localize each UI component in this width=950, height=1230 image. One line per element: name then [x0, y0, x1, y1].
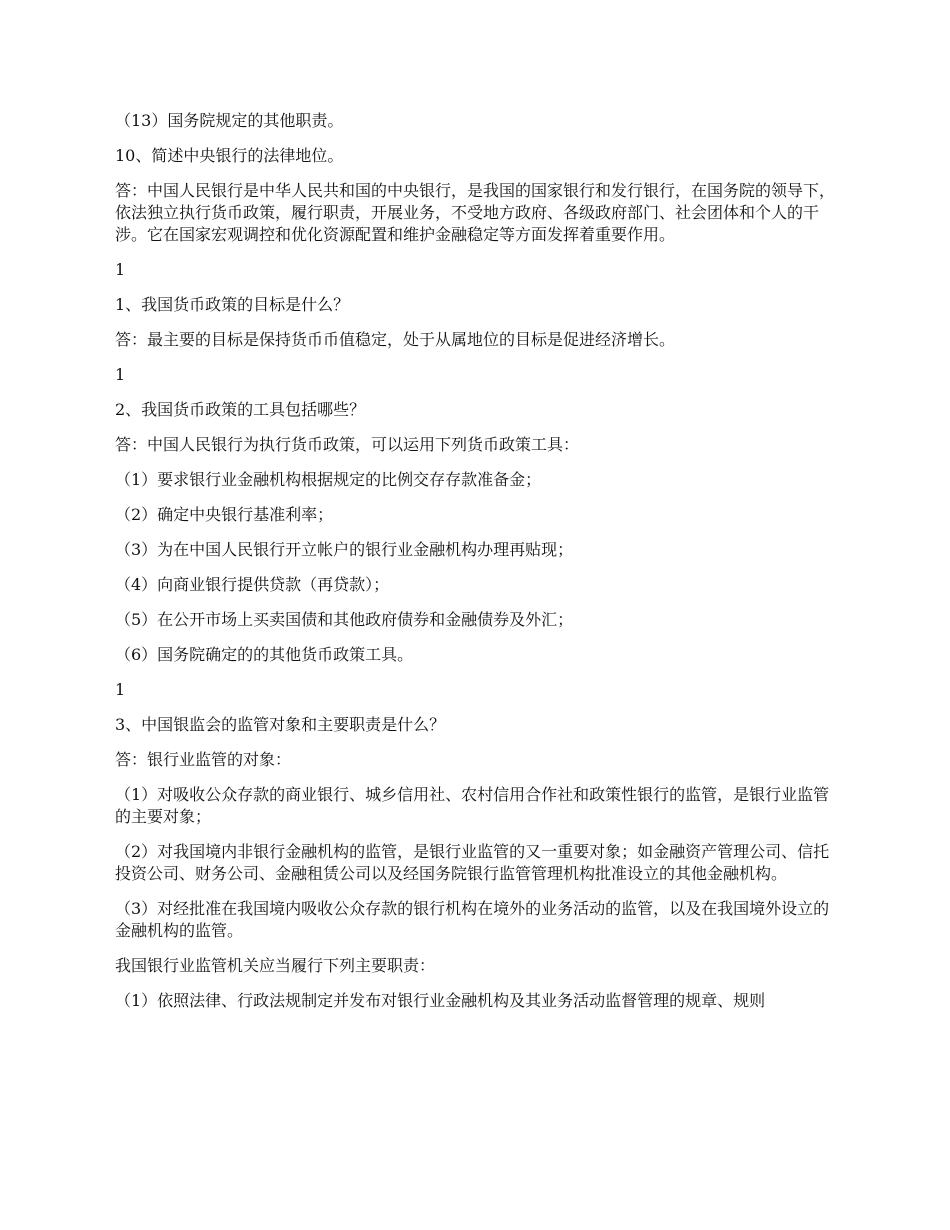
paragraph: 我国银行业监管机关应当履行下列主要职责： [115, 956, 436, 975]
list-item: （1）依照法律、行政法规制定并发布对银行业金融机构及其业务活动监督管理的规章、规则 [115, 991, 766, 1010]
list-item: （3）对经批准在我国境内吸收公众存款的银行机构在境外的业务活动的监管，以及在我国境外设立的金融机构的监管。 [115, 899, 830, 940]
list-item: （2）对我国境内非银行金融机构的监管，是银行业监管的又一重要对象；如金融资产管理公司、信托投资公司、财务公司、金融租赁公司以及经国务院银行监管管理机构批准设立的其他金融机构。 [115, 842, 830, 883]
answer-paragraph: 答：最主要的目标是保持货币币值稳定，处于从属地位的目标是促进经济增长。 [115, 330, 676, 349]
list-item: （3）为在中国人民银行开立帐户的银行业金融机构办理再贴现； [115, 540, 574, 559]
page-number: 1 [115, 680, 126, 699]
list-item: （6）国务院确定的的其他货币政策工具。 [115, 645, 414, 664]
answer-paragraph: 答：银行业监管的对象： [115, 750, 292, 769]
paragraph: （13）国务院规定的其他职责。 [115, 111, 344, 130]
page-number: 1 [115, 260, 126, 279]
answer-paragraph: 答：中国人民银行为执行货币政策，可以运用下列货币政策工具： [115, 435, 580, 454]
document-page [115, 110, 837, 1025]
list-item: （4）向商业银行提供贷款（再贷款）； [115, 575, 390, 594]
question-heading: 2、我国货币政策的工具包括哪些？ [115, 400, 366, 419]
page-number: 1 [115, 365, 126, 384]
question-heading: 3、中国银监会的监管对象和主要职责是什么？ [115, 715, 446, 734]
list-item: （2）确定中央银行基准利率； [115, 505, 334, 524]
answer-paragraph: 答：中国人民银行是中华人民共和国的中央银行，是我国的国家银行和发行银行，在国务院的领导下，依法独立执行货币政策，履行职责，开展业务，不受地方政府、各级政府部门、社会团体和个人的干涉。它在国家宏观调控和优化资源配置和维护金融稳定等方面发挥着重要作用。 [115, 181, 836, 244]
list-item: （1）要求银行业金融机构根据规定的比例交存存款准备金； [115, 470, 542, 489]
list-item: （1）对吸收公众存款的商业银行、城乡信用社、农村信用合作社和政策性银行的监管，是银行业监管的主要对象； [115, 785, 830, 826]
question-heading: 1、我国货币政策的目标是什么？ [115, 295, 350, 314]
question-heading: 10、简述中央银行的法律地位。 [115, 146, 344, 165]
list-item: （5）在公开市场上买卖国债和其他政府债券和金融债券及外汇； [115, 610, 574, 629]
